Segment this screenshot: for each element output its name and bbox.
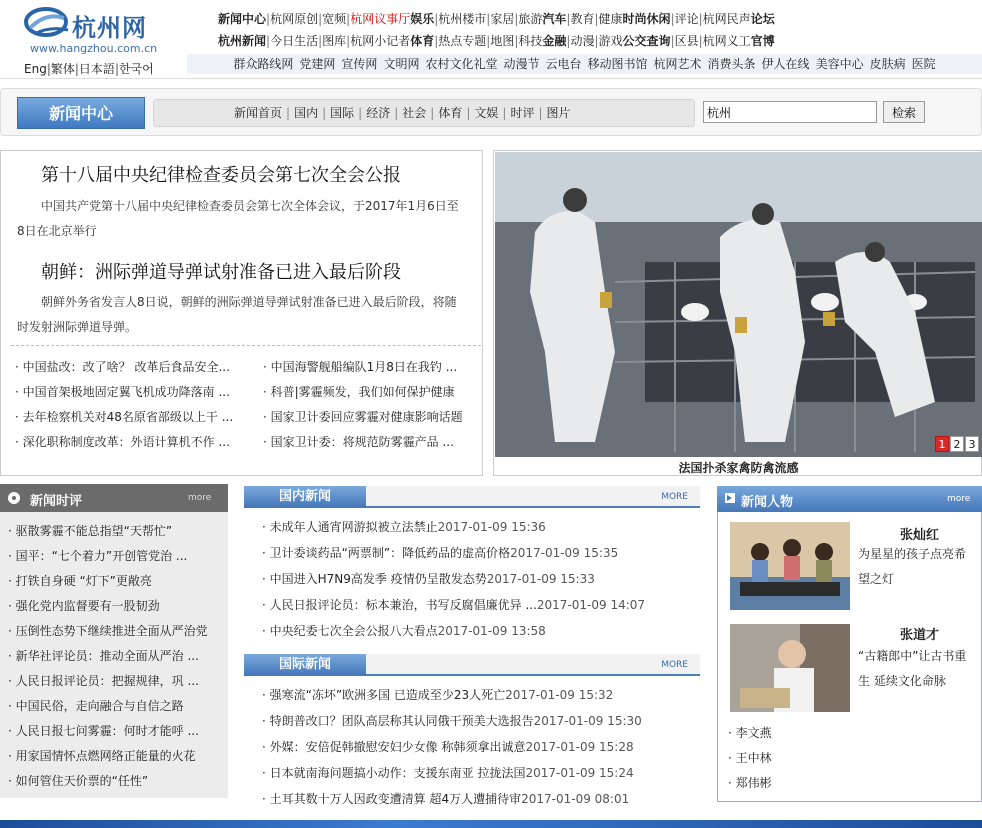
channel-nav-row-2 bbox=[218, 32, 775, 50]
channel-link[interactable]: 教育 bbox=[570, 12, 595, 26]
nav-separator: | bbox=[434, 34, 439, 48]
lead-link[interactable]: · 国家卫计委回应雾霾对健康影响话题 bbox=[263, 410, 463, 424]
nav-separator: | bbox=[346, 12, 351, 26]
news-item[interactable]: · 未成年人通宵网游拟被立法禁止2017-01-09 15:36 bbox=[262, 520, 546, 534]
partner-link[interactable]: 移动图书馆 bbox=[587, 57, 648, 71]
logo-url: www.hangzhou.com.cn bbox=[30, 42, 158, 55]
play-square-icon bbox=[725, 493, 735, 503]
summary-1: 中国共产党第十八届中央纪律检查委员会第七次全体会议，于2017年1月6日至8日在北京举行 bbox=[17, 199, 459, 238]
news-title[interactable]: 人民日报评论员：标本兼治，书写反腐倡廉优异 ... bbox=[269, 598, 537, 612]
news-time: 2017-01-09 13:58 bbox=[437, 624, 546, 638]
section-link-6[interactable]: 文娱 bbox=[474, 106, 499, 120]
person-desc-1[interactable]: 为星星的孩子点亮希望之灯 bbox=[858, 547, 967, 586]
nav-separator: | bbox=[318, 34, 323, 48]
news-time: 2017-01-09 15:30 bbox=[533, 714, 642, 728]
partner-link[interactable]: 党建网 bbox=[299, 57, 336, 71]
news-item[interactable]: · 卫计委谈药品“两票制”：降低药品的虚高价格2017-01-09 15:35 bbox=[262, 546, 619, 560]
lang-korean[interactable]: 한국어 bbox=[118, 62, 154, 76]
channel-link[interactable]: 今日生活 bbox=[270, 34, 319, 48]
people-title: 新闻人物 bbox=[741, 495, 794, 510]
bottom-banner bbox=[0, 820, 982, 828]
section-link-5[interactable]: 体育 bbox=[438, 106, 463, 120]
channel-link[interactable]: 宽频 bbox=[322, 12, 347, 26]
partner-link[interactable]: 医院 bbox=[911, 57, 936, 71]
partner-link[interactable]: 农村文化礼堂 bbox=[425, 57, 498, 71]
news-title[interactable]: 卫计委谈药品“两票制”：降低药品的虚高价格 bbox=[269, 546, 511, 560]
news-item[interactable]: · 强寒流“冻坏”欧洲多国 已造成至少23人死亡2017-01-09 15:32 bbox=[262, 688, 614, 702]
news-time: 2017-01-09 15:32 bbox=[505, 688, 614, 702]
partner-link[interactable]: 文明网 bbox=[383, 57, 420, 71]
channel-link[interactable]: 区县 bbox=[674, 34, 699, 48]
language-switcher: Eng|繁体|日本語|한국어 bbox=[24, 62, 154, 76]
commentary-item[interactable]: · 强化党内监督要有一股韧劲 bbox=[8, 599, 160, 613]
person-name-1[interactable]: 张灿红 bbox=[900, 528, 940, 543]
lead-link[interactable]: · 中国海警舰船编队1月8日在我钓 ... bbox=[263, 360, 458, 374]
commentary-title: 新闻时评 bbox=[30, 494, 83, 509]
nav-separator: | bbox=[538, 106, 543, 120]
photo-caption[interactable]: 法国扑杀家禽防禽流感 bbox=[678, 461, 799, 475]
nav-separator: | bbox=[358, 106, 363, 120]
header-divider bbox=[0, 78, 982, 79]
nav-separator: | bbox=[594, 34, 599, 48]
channel-link[interactable]: 论坛 bbox=[750, 12, 775, 26]
lead-link[interactable]: · 国家卫计委：将规范防雾霾产品 ... bbox=[263, 435, 454, 449]
nav-separator: | bbox=[566, 34, 571, 48]
nav-separator: | bbox=[430, 106, 435, 120]
people-more-link[interactable]: more bbox=[947, 494, 971, 504]
partner-link[interactable]: 宣传网 bbox=[341, 57, 378, 71]
partner-link[interactable]: 皮肤病 bbox=[869, 57, 906, 71]
channel-link[interactable]: 家居 bbox=[490, 12, 515, 26]
news-time: 2017-01-09 15:24 bbox=[525, 766, 634, 780]
channel-link[interactable]: 公交查询 bbox=[622, 34, 671, 48]
partner-link[interactable]: 杭网艺术 bbox=[653, 57, 702, 71]
domestic-more-link[interactable]: MORE bbox=[661, 492, 688, 502]
news-time: 2017-01-09 14:07 bbox=[536, 598, 646, 612]
nav-separator: | bbox=[322, 106, 327, 120]
person-desc-2[interactable]: “古籍郎中”让古书重生 延续文化命脉 bbox=[858, 649, 967, 688]
channel-link[interactable]: 健康 bbox=[598, 12, 623, 26]
international-more-link[interactable]: MORE bbox=[661, 660, 688, 670]
commentary-item[interactable]: · 打铁自身硬 “灯下”更敞亮 bbox=[8, 574, 152, 588]
nav-separator: | bbox=[318, 12, 323, 26]
channel-link[interactable]: 时尚休闲 bbox=[622, 12, 671, 26]
nav-separator: | bbox=[594, 12, 599, 26]
partner-link[interactable]: 消费头条 bbox=[707, 57, 756, 71]
news-item[interactable]: · 人民日报评论员：标本兼治，书写反腐倡廉优异 ...2017-01-09 14:07 bbox=[262, 598, 646, 612]
people-list-item[interactable]: · 李文燕 bbox=[728, 726, 772, 740]
channel-link[interactable]: 杭网议事厅 bbox=[350, 12, 411, 26]
lead-link[interactable]: · 中国盐改：改了啥？ 改革后食品安全... bbox=[15, 360, 230, 374]
news-item[interactable]: · 特朗普改口？团队高层称其认同俄干预美大选报告2017-01-09 15:30 bbox=[262, 714, 642, 728]
nav-separator: | bbox=[286, 106, 291, 120]
bullet-circle-icon bbox=[8, 492, 20, 504]
nav-separator: | bbox=[698, 34, 703, 48]
commentary-item[interactable]: · 新华社评论员：推动全面从严治 ... bbox=[8, 649, 199, 663]
channel-link[interactable]: 动漫 bbox=[570, 34, 595, 48]
nav-separator: | bbox=[486, 34, 491, 48]
logo-swirl-icon bbox=[24, 4, 74, 44]
section-link-7[interactable]: 时评 bbox=[510, 106, 535, 120]
lang-traditional[interactable]: 繁体 bbox=[50, 62, 75, 76]
domestic-news-tab[interactable]: 国内新闻 bbox=[244, 486, 366, 508]
news-title[interactable]: 未成年人通宵网游拟被立法禁止 bbox=[269, 520, 438, 534]
news-item[interactable]: · 中央纪委七次全会公报八大看点2017-01-09 13:58 bbox=[262, 624, 546, 638]
search-button[interactable]: 检索 bbox=[883, 101, 925, 123]
channel-link[interactable]: 金融 bbox=[542, 34, 567, 48]
news-time: 2017-01-09 08:01 bbox=[521, 792, 630, 806]
news-item[interactable]: · 土耳其数十万人因政变遭清算 超4万人遭捕待审2017-01-09 08:01 bbox=[262, 792, 630, 806]
commentary-list bbox=[0, 512, 228, 798]
news-time: 2017-01-09 15:28 bbox=[525, 740, 634, 754]
partner-link[interactable]: 动漫节 bbox=[503, 57, 540, 71]
nav-separator: | bbox=[514, 12, 519, 26]
nav-separator: | bbox=[266, 34, 271, 48]
channel-link[interactable]: 杭州新闻 bbox=[218, 34, 267, 48]
lead-link[interactable]: · 科普|雾霾频发，我们如何保护健康 bbox=[263, 385, 455, 399]
people-list-item[interactable]: · 郑伟彬 bbox=[728, 776, 772, 790]
person-photo-2[interactable] bbox=[730, 624, 850, 712]
partner-link[interactable]: 云电台 bbox=[545, 57, 582, 71]
channel-link[interactable]: 新闻中心 bbox=[218, 12, 267, 26]
commentary-item[interactable]: · 国平：“七个着力”开创管党治 ... bbox=[8, 549, 188, 563]
news-title[interactable]: 外媒：安倍促韩撤慰安妇少女像 称韩须拿出诚意 bbox=[269, 740, 526, 754]
news-time: 2017-01-09 15:35 bbox=[510, 546, 619, 560]
search-input[interactable] bbox=[703, 101, 877, 123]
channel-link[interactable]: 地图 bbox=[490, 34, 515, 48]
domestic-news-header bbox=[244, 486, 700, 508]
news-title[interactable]: 强寒流“冻坏”欧洲多国 已造成至少23人死亡 bbox=[269, 688, 506, 702]
photo-slideshow[interactable] bbox=[493, 150, 982, 476]
nav-separator: | bbox=[394, 106, 399, 120]
lead-link[interactable]: · 深化职称制度改革：外语计算机不作 ... bbox=[15, 435, 230, 449]
news-item[interactable]: · 日本就南海问题搞小动作：支援东南亚 拉拢法国2017-01-09 15:24 bbox=[262, 766, 634, 780]
channel-link[interactable]: 科技 bbox=[518, 34, 543, 48]
nav-separator: | bbox=[670, 12, 675, 26]
channel-link[interactable]: 杭网原创 bbox=[270, 12, 319, 26]
section-title: 新闻中心 bbox=[17, 97, 145, 129]
commentary-item[interactable]: · 用家国情怀点燃网络正能量的火花 bbox=[8, 749, 196, 763]
section-link-2[interactable]: 国际 bbox=[330, 106, 355, 120]
headline-1[interactable]: 第十八届中央纪律检查委员会第七次全会公报 bbox=[41, 165, 401, 186]
channel-link[interactable]: 图库 bbox=[322, 34, 347, 48]
channel-link[interactable]: 游戏 bbox=[598, 34, 623, 48]
nav-separator: | bbox=[670, 34, 675, 48]
channel-link[interactable]: 杭网义工 bbox=[702, 34, 751, 48]
news-title[interactable]: 中央纪委七次全会公报八大看点 bbox=[269, 624, 438, 638]
channel-link[interactable]: 热点专题 bbox=[438, 34, 487, 48]
news-title[interactable]: 日本就南海问题搞小动作：支援东南亚 拉拢法国 bbox=[269, 766, 526, 780]
nav-separator: | bbox=[502, 106, 507, 120]
channel-link[interactable]: 杭州楼市 bbox=[438, 12, 487, 26]
channel-link[interactable]: 体育 bbox=[410, 34, 435, 48]
section-navbar bbox=[0, 88, 982, 136]
section-links bbox=[153, 99, 695, 127]
people-panel bbox=[717, 512, 982, 802]
lead-stories bbox=[0, 150, 483, 476]
channel-link[interactable]: 娱乐 bbox=[410, 12, 435, 26]
nav-separator: | bbox=[466, 106, 471, 120]
commentary-item[interactable]: · 如何管住天价票的“任性” bbox=[8, 774, 149, 788]
commentary-header bbox=[0, 484, 228, 512]
channel-link[interactable]: 汽车 bbox=[542, 12, 567, 26]
nav-separator: | bbox=[514, 34, 519, 48]
slide-page-2[interactable]: 2 bbox=[950, 436, 964, 452]
commentary-item[interactable]: · 压倒性态势下继续推进全面从严治党 bbox=[8, 624, 208, 638]
slide-page-3[interactable]: 3 bbox=[965, 436, 979, 452]
channel-link[interactable]: 评论 bbox=[674, 12, 699, 26]
news-item[interactable]: · 中国进入H7N9高发季 疫情仍呈散发态势2017-01-09 15:33 bbox=[262, 572, 595, 586]
people-header bbox=[717, 486, 982, 512]
nav-separator: | bbox=[698, 12, 703, 26]
lead-link[interactable]: · 中国首架极地固定翼飞机成功降落南 ... bbox=[15, 385, 230, 399]
nav-separator: | bbox=[346, 34, 351, 48]
site-logo[interactable] bbox=[24, 4, 164, 58]
dashed-divider bbox=[11, 345, 481, 346]
headline-2[interactable]: 朝鲜：洲际弹道导弹试射准备已进入最后阶段 bbox=[41, 262, 401, 283]
logo-text: 杭州网 bbox=[72, 13, 147, 42]
commentary-item[interactable]: · 人民日报七问雾霾：何时才能呼 ... bbox=[8, 724, 199, 738]
news-title[interactable]: 特朗普改口？团队高层称其认同俄干预美大选报告 bbox=[269, 714, 534, 728]
partner-link[interactable]: 伊人在线 bbox=[761, 57, 810, 71]
person-photo-1[interactable] bbox=[730, 522, 850, 610]
news-time: 2017-01-09 15:36 bbox=[437, 520, 546, 534]
people-list-item[interactable]: · 王中林 bbox=[728, 751, 772, 765]
channel-link[interactable]: 旅游 bbox=[518, 12, 543, 26]
section-link-0[interactable]: 新闻首页 bbox=[234, 106, 283, 120]
international-news-header bbox=[244, 654, 700, 676]
partner-link[interactable]: 美容中心 bbox=[815, 57, 864, 71]
news-title[interactable]: 土耳其数十万人因政变遭清算 超4万人遭捕待审 bbox=[269, 792, 522, 806]
nav-separator: | bbox=[486, 12, 491, 26]
channel-link[interactable]: 官博 bbox=[750, 34, 775, 48]
nav-separator: | bbox=[266, 12, 271, 26]
photo-image bbox=[495, 152, 982, 457]
nav-separator: | bbox=[434, 12, 439, 26]
commentary-item[interactable]: · 人民日报评论员：把握规律，巩 ... bbox=[8, 674, 199, 688]
news-item[interactable]: · 外媒：安倍促韩撤慰安妇少女像 称韩须拿出诚意2017-01-09 15:28 bbox=[262, 740, 634, 754]
commentary-item[interactable]: · 驱散雾霾不能总指望“天帮忙” bbox=[8, 524, 173, 538]
channel-link[interactable]: 杭网民声 bbox=[702, 12, 751, 26]
commentary-more-link[interactable]: more bbox=[188, 493, 212, 503]
person-name-2[interactable]: 张道才 bbox=[900, 628, 940, 643]
lead-link[interactable]: · 去年检察机关对48名原省部级以上干 ... bbox=[15, 410, 234, 424]
international-news-tab[interactable]: 国际新闻 bbox=[244, 654, 366, 676]
section-link-8[interactable]: 图片 bbox=[546, 106, 571, 120]
section-link-4[interactable]: 社会 bbox=[402, 106, 427, 120]
news-time: 2017-01-09 15:33 bbox=[486, 572, 595, 586]
commentary-item[interactable]: · 中国民俗，走向融合与自信之路 bbox=[8, 699, 184, 713]
nav-separator: | bbox=[566, 12, 571, 26]
slide-page-1[interactable]: 1 bbox=[935, 436, 949, 452]
summary-2: 朝鲜外务省发言人8日说，朝鲜的洲际弹道导弹试射准备已进入最后阶段，将随时发射洲际弹道导弹。 bbox=[17, 295, 457, 334]
channel-nav-row-1 bbox=[218, 10, 775, 28]
lang-english[interactable]: Eng bbox=[24, 62, 47, 76]
section-link-1[interactable]: 国内 bbox=[294, 106, 319, 120]
partner-links-row bbox=[187, 54, 982, 74]
lang-japanese[interactable]: 日本語 bbox=[78, 62, 115, 76]
partner-link[interactable]: 群众路线网 bbox=[233, 57, 294, 71]
news-title[interactable]: 中国进入H7N9高发季 疫情仍呈散发态势 bbox=[269, 572, 487, 586]
section-link-3[interactable]: 经济 bbox=[366, 106, 391, 120]
channel-link[interactable]: 杭网小记者 bbox=[350, 34, 411, 48]
